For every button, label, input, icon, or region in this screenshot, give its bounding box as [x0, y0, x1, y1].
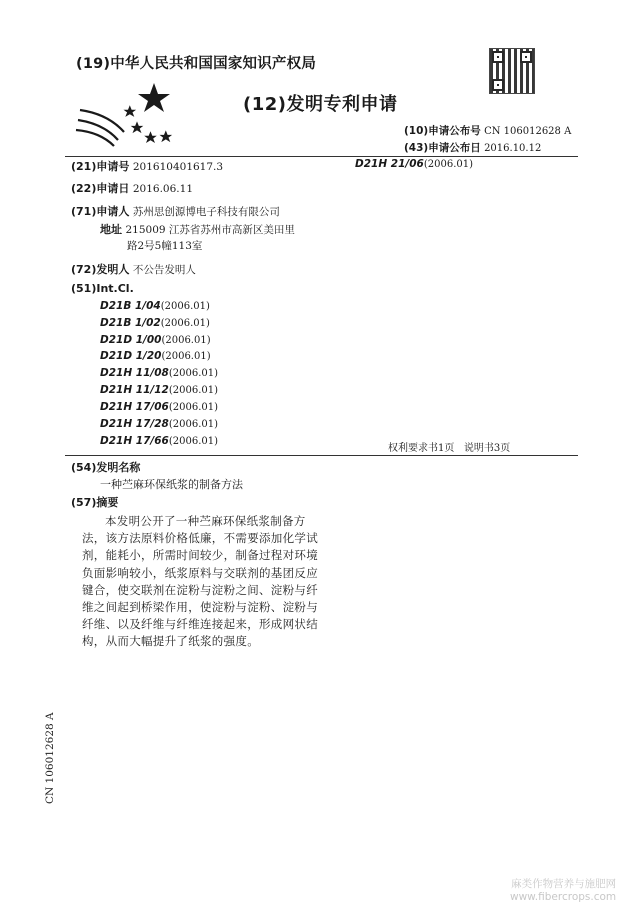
ipc-item: [100, 300, 210, 312]
main-ipc-version: (2006.01): [423, 159, 473, 170]
qr-finder-icon: [492, 51, 504, 63]
ipc-item: [100, 384, 218, 396]
ipc-version: (2006.01): [168, 402, 218, 413]
watermark-line-2: www.fibercrops.com: [510, 891, 617, 903]
publication-date-value: 2016.10.12: [484, 143, 542, 154]
application-date-value: 2016.06.11: [132, 183, 193, 195]
application-date-label: (22)申请日: [71, 182, 130, 195]
ipc-code: D21H 11/08: [100, 367, 169, 379]
ipc-item: [100, 367, 218, 379]
ipc-code: D21B 1/04: [100, 300, 161, 312]
ipc-version: (2006.01): [168, 436, 218, 447]
watermark-line-1: 麻类作物营养与施肥网: [511, 878, 617, 890]
abstract-label: (57)摘要: [71, 496, 119, 509]
publication-date-label: (43)申请公布日: [404, 142, 481, 154]
applicant-label: (71)申请人: [71, 205, 130, 218]
inventor: [71, 261, 196, 277]
ipc-version: (2006.01): [168, 419, 218, 430]
divider: [65, 455, 578, 456]
address-line-1: 215009 江苏省苏州市高新区美田里: [125, 224, 295, 236]
ipc-version: (2006.01): [160, 318, 210, 329]
ipc-item: [100, 435, 218, 447]
application-number-label: (21)申请号: [71, 160, 130, 173]
publication-number-label: (10)申请公布号: [404, 125, 481, 137]
abstract-heading: [71, 494, 118, 510]
invention-title-heading: [71, 459, 140, 475]
int-cl-heading: [71, 282, 134, 295]
address-continued: [127, 238, 202, 253]
invention-title-label: (54)发明名称: [71, 461, 141, 474]
qr-code: [489, 48, 535, 94]
ipc-code: D21H 17/66: [100, 435, 169, 447]
publication-number-value: CN 106012628 A: [484, 126, 572, 137]
ipc-item: [100, 401, 218, 413]
inventor-value: 不公告发明人: [132, 264, 196, 276]
address-line-2: 路2号5幢113室: [127, 240, 203, 252]
address-label: 地址: [100, 223, 122, 236]
ipc-version: (2006.01): [168, 368, 218, 379]
applicant-value: 苏州思创源博电子科技有限公司: [132, 206, 280, 218]
qr-finder-icon: [492, 79, 504, 91]
side-publication-number: CN 106012628 A: [44, 712, 56, 804]
ipc-item: [100, 334, 211, 346]
abstract-text: 本发明公开了一种苎麻环保纸浆制备方法，该方法原料价格低廉，不需要添加化学试剂，能耗小，所需时间较少，制备过程对环境负面影响较小，纸浆原料与交联剂的基团反应键合，使交联剂在淀粉与淀粉之间、淀粉与纤维之间起到桥梁作用，使淀粉与淀粉、淀粉与纤维、以及纤维与纤维连接起来，形成网状结构，从而大幅提升了纸浆的强度。: [82, 514, 318, 649]
office-name: (19)中华人民共和国国家知识产权局: [76, 56, 317, 72]
main-ipc: [355, 158, 473, 170]
ipc-version: (2006.01): [161, 351, 211, 362]
application-date: [71, 180, 193, 196]
cnipa-emblem-icon: [74, 80, 186, 152]
divider: [65, 156, 578, 157]
ipc-version: (2006.01): [168, 385, 218, 396]
application-number-value: 201610401617.3: [132, 161, 224, 173]
publication-number: [404, 123, 571, 138]
applicant: [71, 203, 280, 219]
int-cl-label: (51)Int.Cl.: [71, 282, 134, 295]
qr-finder-icon: [520, 51, 532, 63]
ipc-version: (2006.01): [160, 301, 210, 312]
ipc-code: D21D 1/20: [100, 350, 162, 362]
ipc-version: (2006.01): [161, 335, 211, 346]
application-number: [71, 158, 223, 174]
ipc-code: D21D 1/00: [100, 334, 162, 346]
ipc-item: [100, 418, 218, 430]
ipc-code: D21H 17/06: [100, 401, 169, 413]
address: [100, 221, 295, 237]
document-type: (12)发明专利申请: [243, 94, 398, 115]
ipc-code: D21H 11/12: [100, 384, 169, 396]
watermark: [510, 878, 616, 904]
ipc-code: D21H 17/28: [100, 418, 169, 430]
page-count: 权利要求书1页 说明书3页: [388, 443, 511, 454]
main-ipc-code: D21H 21/06: [355, 158, 424, 170]
ipc-code: D21B 1/02: [100, 317, 161, 329]
publication-date: [404, 140, 541, 155]
ipc-item: [100, 350, 211, 362]
inventor-label: (72)发明人: [71, 263, 130, 276]
ipc-item: [100, 317, 210, 329]
invention-title: 一种苎麻环保纸浆的制备方法: [100, 478, 243, 491]
